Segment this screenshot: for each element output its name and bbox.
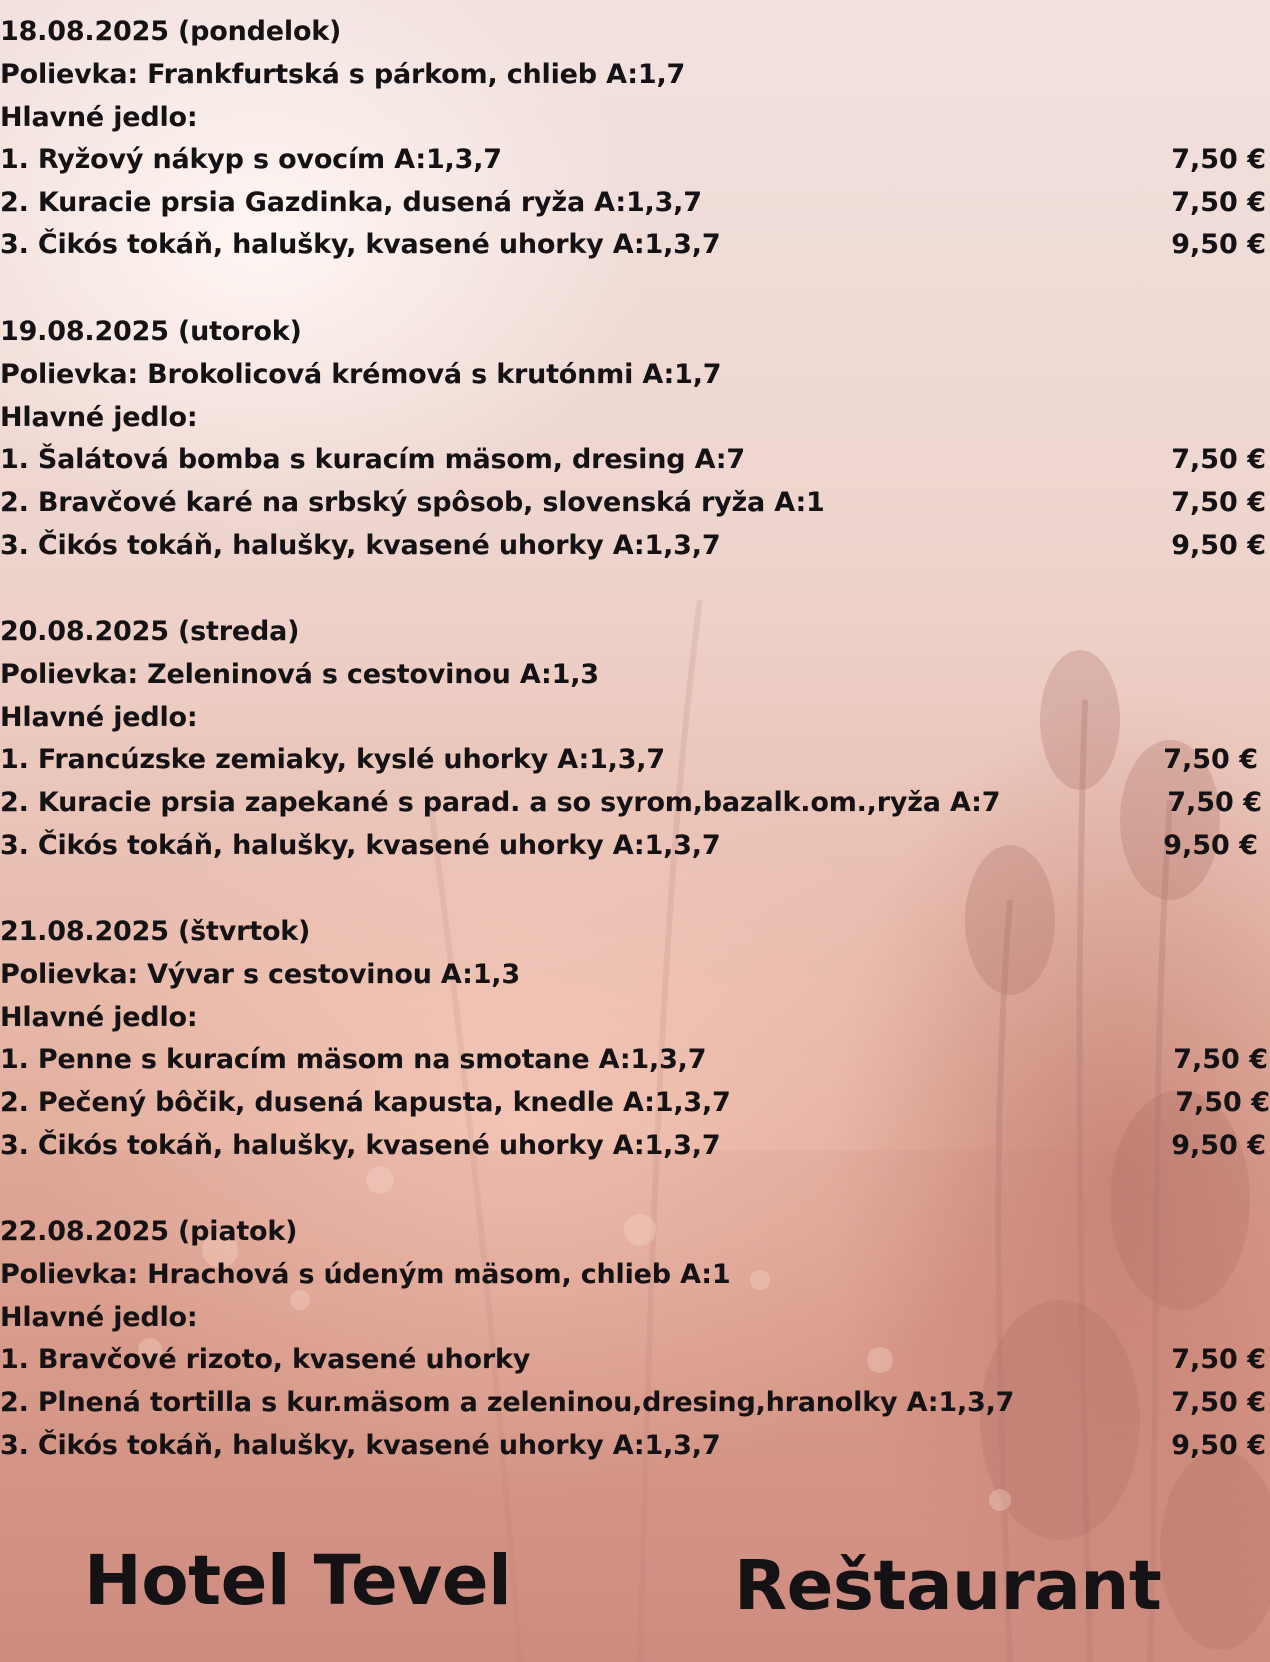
- dish-name: 1. Bravčové rizoto, kvasené uhorky: [0, 1344, 531, 1375]
- dish-price: 9,50 €: [1163, 830, 1258, 861]
- dish-price: 7,50 €: [1175, 1087, 1270, 1118]
- dish-name: 2. Plnená tortilla s kur.mäsom a zeleninou,dresing,hranolky A:1,3,7: [0, 1387, 1015, 1418]
- dish-name: 2. Kuracie prsia Gazdinka, dusená ryža A:1,3,7: [0, 187, 702, 218]
- restaurant-title: Reštaurant: [734, 1546, 1162, 1626]
- dish-name: 2. Kuracie prsia zapekané s parad. a so syrom,bazalk.om.,ryža A:7: [0, 787, 1001, 818]
- soup-line: Polievka: Zeleninová s cestovinou A:1,3: [0, 659, 599, 690]
- dish-name: 3. Čikós tokáň, halušky, kvasené uhorky A:1,3,7: [0, 1430, 721, 1461]
- dish-name: 3. Čikós tokáň, halušky, kvasené uhorky A:1,3,7: [0, 229, 721, 260]
- day-header: 21.08.2025 (štvrtok): [0, 916, 311, 947]
- dish-price: 7,50 €: [1163, 744, 1258, 775]
- dish-price: 7,50 €: [1171, 144, 1266, 175]
- dish-price: 7,50 €: [1173, 1044, 1268, 1075]
- dish-price: 9,50 €: [1171, 1430, 1266, 1461]
- main-dish-label: Hlavné jedlo:: [0, 1302, 198, 1333]
- dish-price: 7,50 €: [1167, 787, 1262, 818]
- main-dish-label: Hlavné jedlo:: [0, 402, 198, 433]
- dish-price: 7,50 €: [1171, 444, 1266, 475]
- main-dish-label: Hlavné jedlo:: [0, 702, 198, 733]
- dish-name: 1. Šalátová bomba s kuracím mäsom, dresing A:7: [0, 444, 745, 475]
- dish-name: 3. Čikós tokáň, halušky, kvasené uhorky A:1,3,7: [0, 830, 721, 861]
- dish-price: 9,50 €: [1171, 229, 1266, 260]
- day-header: 18.08.2025 (pondelok): [0, 16, 342, 47]
- dish-price: 7,50 €: [1171, 487, 1266, 518]
- dish-name: 3. Čikós tokáň, halušky, kvasené uhorky A:1,3,7: [0, 530, 721, 561]
- hotel-name: Hotel Tevel: [84, 1541, 512, 1621]
- dish-name: 1. Francúzske zemiaky, kyslé uhorky A:1,3,7: [0, 744, 665, 775]
- day-header: 22.08.2025 (piatok): [0, 1216, 298, 1247]
- soup-line: Polievka: Frankfurtská s párkom, chlieb A:1,7: [0, 59, 686, 90]
- dish-price: 9,50 €: [1171, 530, 1266, 561]
- dish-name: 2. Bravčové karé na srbský spôsob, slovenská ryža A:1: [0, 487, 825, 518]
- dish-name: 1. Penne s kuracím mäsom na smotane A:1,3,7: [0, 1044, 707, 1075]
- dish-price: 7,50 €: [1171, 1344, 1266, 1375]
- dish-name: 1. Ryžový nákyp s ovocím A:1,3,7: [0, 144, 502, 175]
- day-header: 19.08.2025 (utorok): [0, 316, 302, 347]
- dish-name: 2. Pečený bôčik, dusená kapusta, knedle A:1,3,7: [0, 1087, 731, 1118]
- soup-line: Polievka: Brokolicová krémová s krutónmi A:1,7: [0, 359, 722, 390]
- soup-line: Polievka: Vývar s cestovinou A:1,3: [0, 959, 520, 990]
- day-header: 20.08.2025 (streda): [0, 616, 300, 647]
- soup-line: Polievka: Hrachová s údeným mäsom, chlieb A:1: [0, 1259, 731, 1290]
- dish-price: 7,50 €: [1171, 1387, 1266, 1418]
- main-dish-label: Hlavné jedlo:: [0, 1002, 198, 1033]
- main-dish-label: Hlavné jedlo:: [0, 102, 198, 133]
- dish-price: 7,50 €: [1171, 187, 1266, 218]
- dish-price: 9,50 €: [1171, 1130, 1266, 1161]
- dish-name: 3. Čikós tokáň, halušky, kvasené uhorky A:1,3,7: [0, 1130, 721, 1161]
